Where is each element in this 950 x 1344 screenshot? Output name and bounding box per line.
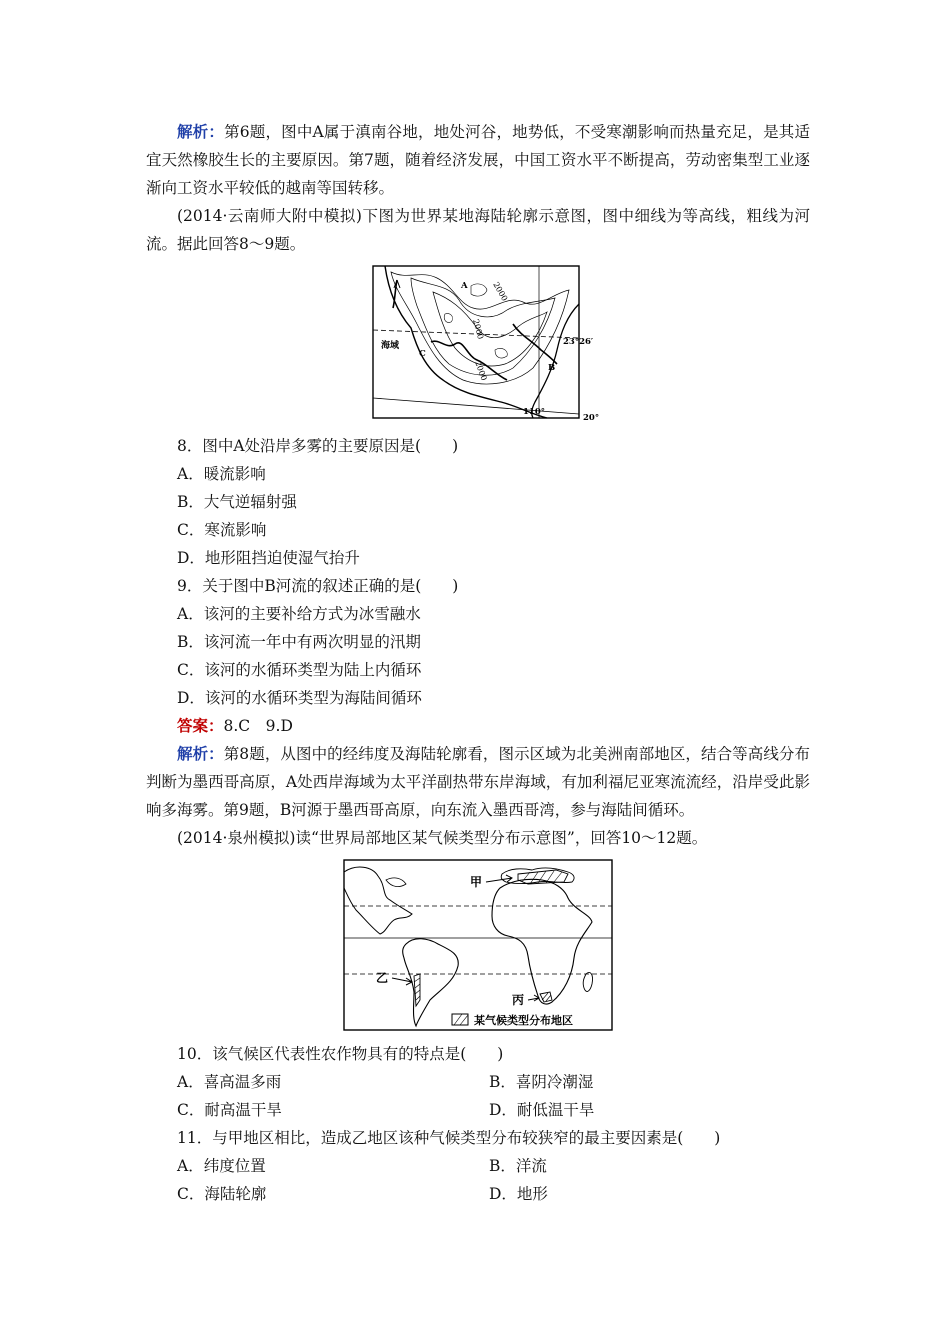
q10-option-c: C．耐高温干旱 xyxy=(177,1101,282,1119)
label-yi: 乙 xyxy=(376,971,389,985)
q10-options-row-1 xyxy=(146,1068,810,1096)
q8-option-b: B．大气逆辐射强 xyxy=(177,493,297,511)
label-lat-20: 20° xyxy=(583,413,600,423)
label-c: C xyxy=(419,349,426,359)
label-contour-2000-c: 2000 xyxy=(473,359,489,382)
q9-option-a: A．该河的主要补给方式为冰雪融水 xyxy=(177,605,421,623)
page-content xyxy=(146,118,810,1208)
climate-distribution-map xyxy=(342,858,614,1032)
q11-options-row-2 xyxy=(146,1180,810,1208)
figure-coast-contour-map xyxy=(146,264,810,424)
explanation-label-2: 解析： xyxy=(177,744,224,763)
legend-swatch xyxy=(452,1014,468,1025)
explanation-6-7 xyxy=(146,118,810,202)
legend-label: 某气候类型分布地区 xyxy=(474,1014,573,1027)
q11-option-c: C．海陆轮廓 xyxy=(177,1185,267,1203)
q8-option-c: C．寒流影响 xyxy=(177,521,267,539)
answer-8-9 xyxy=(146,712,810,740)
q9-option-d: D．该河的水循环类型为海陆间循环 xyxy=(177,689,422,707)
q10-option-b: B．喜阴冷潮湿 xyxy=(489,1073,594,1091)
explanation-text: 第6题，图中A属于滇南谷地，地处河谷，地势低，不受寒潮影响而热量充足，是其适宜天然橡胶生长的主要原因。第7题，随着经济发展，中国工资水平不断提高，劳动密集型工业逐渐向工资水平较低的越南等国转移。 xyxy=(146,123,810,197)
label-lat-23: 23°26′ xyxy=(563,337,594,347)
intro-10-12: (2014·泉州模拟)读“世界局部地区某气候类型分布示意图”，回答10～12题。 xyxy=(177,829,708,847)
intro-8-9: (2014·云南师大附中模拟)下图为世界某地海陆轮廓示意图，图中细线为等高线，粗线为河流。据此回答8～9题。 xyxy=(146,207,810,253)
label-a: A xyxy=(461,281,468,291)
q9-stem: 9．关于图中B河流的叙述正确的是( ) xyxy=(177,577,459,595)
q10-stem: 10．该气候区代表性农作物具有的特点是( ) xyxy=(177,1045,504,1063)
q9-option-c: C．该河的水循环类型为陆上内循环 xyxy=(177,661,422,679)
q9-option-b: B．该河流一年中有两次明显的汛期 xyxy=(177,633,421,651)
label-b: B xyxy=(548,363,556,373)
coast-contour-map xyxy=(355,264,601,424)
q11-option-a: A．纬度位置 xyxy=(177,1157,266,1175)
q8-option-a: A．暖流影响 xyxy=(177,465,266,483)
q8-stem: 8．图中A处沿岸多雾的主要原因是( ) xyxy=(177,437,459,455)
q10-option-d: D．耐低温干旱 xyxy=(489,1101,595,1119)
q11-option-d: D．地形 xyxy=(489,1185,548,1203)
q11-options-row-1 xyxy=(146,1152,810,1180)
q8-option-d: D．地形阻挡迫使湿气抬升 xyxy=(177,549,360,567)
q11-option-b: B．洋流 xyxy=(489,1157,547,1175)
answer-text: 8.C 9.D xyxy=(223,717,293,735)
label-jia: 甲 xyxy=(470,875,483,889)
answer-label: 答案： xyxy=(177,716,224,735)
explanation-label: 解析： xyxy=(177,122,225,141)
q10-options-row-2 xyxy=(146,1096,810,1124)
q11-stem: 11．与甲地区相比，造成乙地区该种气候类型分布较狭窄的最主要因素是( ) xyxy=(177,1129,721,1147)
label-contour-2000-b: 2000 xyxy=(471,318,486,341)
explanation-8-9 xyxy=(146,740,810,824)
label-contour-2000-a: 2000 xyxy=(491,280,510,303)
label-bing: 丙 xyxy=(512,993,525,1007)
label-lon-110: 110° xyxy=(523,407,545,417)
figure-climate-map xyxy=(146,858,810,1032)
q10-option-a: A．喜高温多雨 xyxy=(177,1073,282,1091)
explanation-text-2: 第8题，从图中的经纬度及海陆轮廓看，图示区域为北美洲南部地区，结合等高线分布判断为墨西哥高原，A处西岸海域为太平洋副热带东岸海域，有加利福尼亚寒流流经，沿岸受此影响多海雾。第9题，B河源于墨西哥高原，向东流入墨西哥湾，参与海陆间循环。 xyxy=(146,745,810,819)
label-sea: 海域 xyxy=(381,341,400,351)
